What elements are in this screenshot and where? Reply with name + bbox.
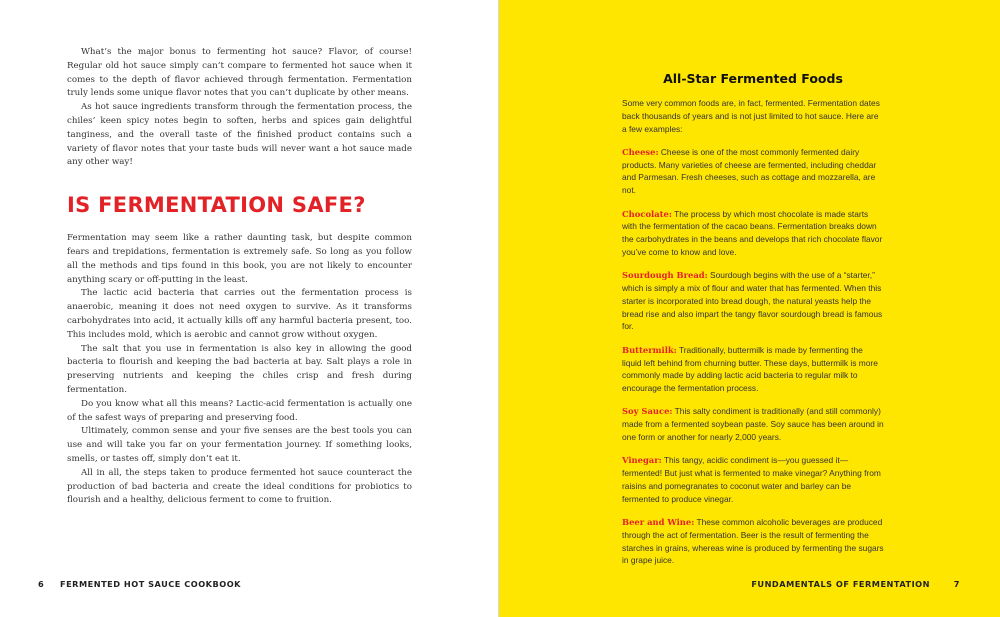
food-entry	[622, 208, 884, 259]
food-description: The process by which most chocolate is made starts with the fermentation of the cacao beans. Fermentation breaks down the carbohydrates in the beans and develops that rich chocolate flavor you’ve come to know and love.	[622, 208, 883, 257]
right-page	[499, 0, 1000, 617]
food-term: Cheese:	[622, 146, 659, 157]
food-entry	[622, 269, 884, 333]
body-paragraph: The salt that you use in fermentation is also key in allowing the good bacteria to flourish and keeping the bad bacteria at bay. Salt plays a role in preserving nutrients and keeping the chiles crisp and fresh during fermentation.	[67, 343, 412, 395]
food-description: Sourdough begins with the use of a “starter,” which is simply a mix of flour and water that has fermented. When this starter is incorporated into bread dough, the natural yeasts help the bread rise and also impart the tangy flavor sourdough bread is famous for.	[622, 270, 883, 332]
food-description: This tangy, acidic condiment is—you guessed it—fermented! But just what is fermented to make vinegar? Anything from raisins and pomegranates to coconut water and barley can be fermented to produce vinegar.	[622, 455, 881, 504]
page-number-right: 7	[953, 579, 960, 589]
left-text-column	[67, 46, 412, 508]
food-term: Buttermilk:	[622, 344, 677, 355]
food-term: Beer and Wine:	[622, 517, 695, 528]
body-paragraph: Ultimately, common sense and your five senses are the best tools you can use and will take you far on your fermentation journey. If something looks, smells, or tastes off, simply don’t eat it.	[67, 426, 412, 464]
intro-paragraph: As hot sauce ingredients transform through the fermentation process, the chiles’ keen spicy notes begin to soften, herbs and spices gain delightful tanginess, and the overall taste of the finished product contains such a variety of flavor notes that your taste buds will never want a hot sauce made any other way!	[67, 102, 412, 168]
food-term: Chocolate:	[622, 208, 672, 219]
food-description: Cheese is one of the most commonly fermented dairy products. Many varieties of cheese are fermented, including cheddar and Parmesan. Fresh cheeses, such as cottage and mozzarella, are not.	[622, 146, 877, 196]
left-footer	[38, 579, 241, 589]
food-entry	[622, 344, 884, 395]
sidebar-title: All-Star Fermented Foods	[663, 71, 843, 86]
intro-paragraph: What’s the major bonus to fermenting hot sauce? Flavor, of course! Regular old hot sauce simply can’t compare to fermented hot sauce when it comes to the depth of flavor achieved through fermentation. Fermentation truly lends some unique flavor notes that you can’t duplicate by other means.	[67, 47, 412, 99]
right-footer	[751, 579, 960, 589]
food-entry	[622, 146, 884, 197]
running-title-left: FERMENTED HOT SAUCE COOKBOOK	[60, 579, 242, 589]
section-heading: IS FERMENTATION SAFE?	[67, 193, 366, 218]
page-number-left: 6	[38, 579, 45, 589]
food-term: Soy Sauce:	[622, 406, 673, 417]
food-description: This salty condiment is traditionally (and still commonly) made from a fermented soybean paste. Soy sauce has been around in one form or another for nearly 2,000 years.	[622, 406, 884, 443]
food-term: Sourdough Bread:	[622, 270, 708, 281]
body-paragraph: The lactic acid bacteria that carries out the fermentation process is anaerobic, meaning it does not need oxygen to survive. As it transforms carbohydrates into acid, it actually kills off any harmful bacteria present, too. This includes mold, which is aerobic and cannot grow without oxygen.	[67, 288, 412, 340]
body-paragraph: Do you know what all this means? Lactic-acid fermentation is actually one of the safest ways of preparing and preserving food.	[67, 398, 412, 423]
sidebar-intro: Some very common foods are, in fact, fermented. Fermentation dates back thousands of years and is not just limited to hot sauce. Here are a few examples:	[622, 98, 880, 134]
food-description: Traditionally, buttermilk is made by fermenting the liquid left behind from churning butter. These days, buttermilk is more commonly made by adding lactic acid bacteria to regular milk to encourage the fermentation process.	[622, 344, 878, 394]
running-title-right: FUNDAMENTALS OF FERMENTATION	[751, 579, 930, 589]
food-entry	[622, 454, 884, 505]
sidebar-box	[622, 71, 884, 578]
food-entry	[622, 516, 884, 567]
food-description: These common alcoholic beverages are produced through the act of fermentation. Beer is the result of fermenting the starches in grains, whereas wine is produced by fermenting the sugars in grape juice.	[622, 517, 884, 566]
left-page	[0, 0, 499, 617]
body-paragraph: Fermentation may seem like a rather daunting task, but despite common fears and trepidations, fermentation is extremely safe. So long as you follow all the methods and tips found in this book, you are not likely to encounter anything scary or off-putting in the least.	[67, 233, 412, 285]
body-paragraph: All in all, the steps taken to produce fermented hot sauce counteract the production of bad bacteria and create the ideal conditions for probiotics to flourish and a healthy, delicious ferment to come to fruition.	[67, 467, 412, 506]
food-term: Vinegar:	[622, 455, 662, 466]
food-entry	[622, 405, 884, 443]
